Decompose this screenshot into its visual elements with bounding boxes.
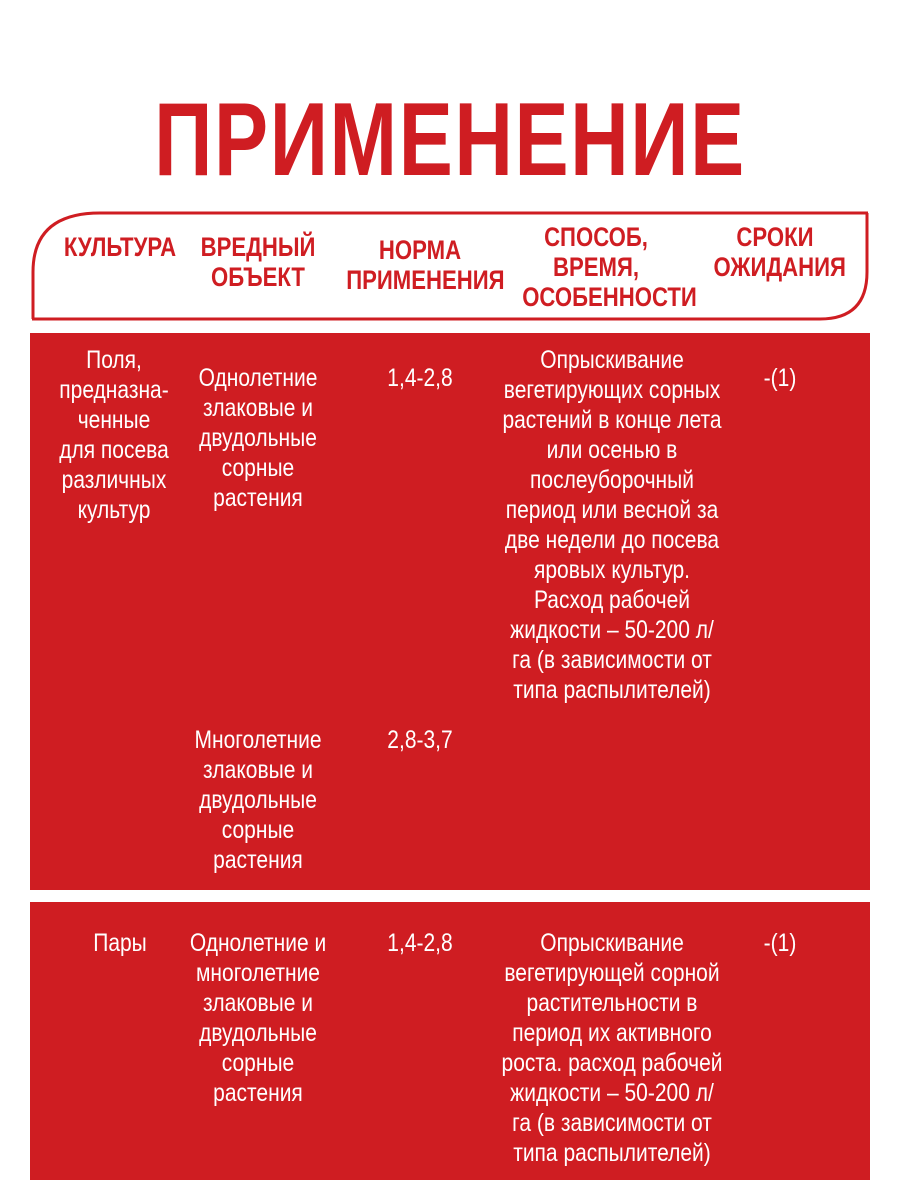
header-terms: СРОКИ ОЖИДАНИЯ [713, 222, 846, 282]
row-object: Однолетние и многолетние злаковые и двудольные сорные растения [189, 929, 327, 1107]
header-culture: КУЛЬТУРА [63, 232, 177, 262]
table-header [30, 210, 870, 322]
header-object: ВРЕДНЫЙ ОБЪЕКТ [200, 232, 316, 292]
row-terms: -(1) [763, 929, 797, 957]
row-rate: 1,4-2,8 [387, 929, 453, 957]
row-object: Однолетние злаковые и двудольные сорные растения [198, 364, 318, 512]
row-method: Опрыскивание вегетирующих сорных растений в конце лета или осенью в послеуборочный период или весной за две недели до посева яровых культур. Расход рабочей жидкости – 50-200 л/ га (в зависимости от типа распылителей) [502, 346, 722, 704]
row-rate: 1,4-2,8 [387, 364, 453, 392]
row-rate-2: 2,8-3,7 [387, 726, 453, 754]
row-culture: Поля, предназна- ченные для посева различных культур [59, 346, 169, 524]
page-title: ПРИМЕНЕНИЕ [154, 82, 746, 198]
row-terms: -(1) [763, 364, 797, 392]
row-culture: Пары [93, 929, 147, 957]
table-row [30, 902, 870, 1180]
header-rate: НОРМА ПРИМЕНЕНИЯ [346, 235, 505, 295]
row-method: Опрыскивание вегетирующей сорной растительности в период их активного роста. расход рабочей жидкости – 50-200 л/ га (в зависимости от типа распылителей) [501, 929, 723, 1167]
row-object-2: Многолетние злаковые и двудольные сорные растения [194, 726, 322, 874]
header-method: СПОСОБ, ВРЕМЯ, ОСОБЕННОСТИ [522, 222, 697, 312]
table-row [30, 333, 870, 890]
